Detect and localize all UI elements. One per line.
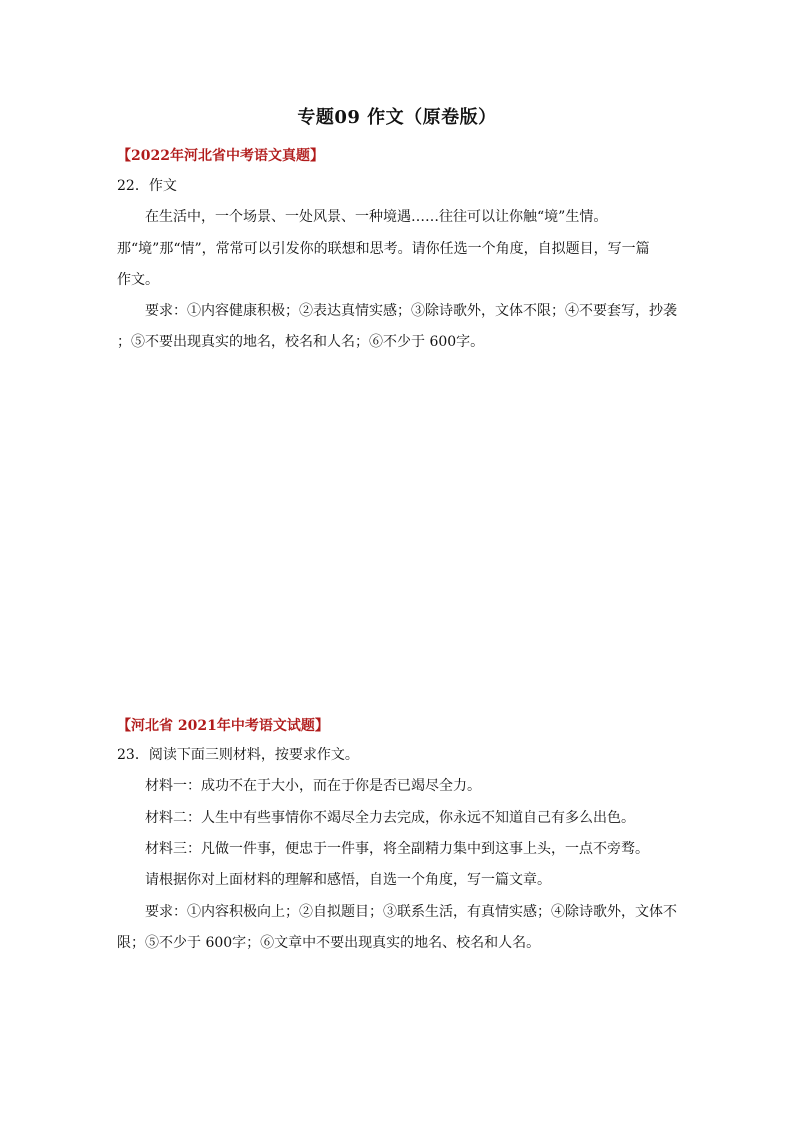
question-23-requirements-line-1: 要求：①内容积极向上；②自拟题目；③联系生活，有真情实感；④除诗歌外，文体不 bbox=[145, 904, 677, 920]
question-23-label: 23．阅读下面三则材料，按要求作文。 bbox=[117, 747, 359, 763]
question-22-requirements-line-2: ；⑤不要出现真实的地名，校名和人名；⑥不少于 600字。 bbox=[117, 334, 485, 350]
question-23-requirements-line-2: 限；⑤不少于 600字；⑥文章中不要出现真实的地名、校名和人名。 bbox=[117, 935, 541, 951]
material-2: 材料二：人生中有些事情你不竭尽全力去完成，你永远不知道自己有多么出色。 bbox=[145, 810, 635, 826]
material-3: 材料三：凡做一件事，便忠于一件事，将全副精力集中到这事上头，一点不旁骛。 bbox=[145, 841, 649, 857]
question-22-line-2: 那“境”那“情”，常常可以引发你的联想和思考。请你任选一个角度，自拟题目，写一篇 bbox=[117, 241, 650, 257]
question-22-requirements-line-1: 要求：①内容健康积极；②表达真情实感；③除诗歌外，文体不限；④不要套写，抄袭 bbox=[145, 303, 677, 319]
question-23-instruction: 请根据你对上面材料的理解和感悟，自选一个角度，写一篇文章。 bbox=[145, 872, 551, 888]
question-22-line-3: 作文。 bbox=[117, 272, 159, 288]
section-header-2021: 【河北省 2021年中考语文试题】 bbox=[117, 718, 329, 734]
material-1: 材料一：成功不在于大小，而在于你是否已竭尽全力。 bbox=[145, 778, 481, 794]
section-header-2022: 【2022年河北省中考语文真题】 bbox=[117, 148, 324, 164]
page-title: 专题09 作文（原卷版） bbox=[297, 107, 497, 128]
question-22-line-1: 在生活中，一个场景、一处风景、一种境遇……往往可以让你触“境”生情。 bbox=[145, 209, 608, 225]
question-22-label: 22．作文 bbox=[117, 178, 177, 194]
